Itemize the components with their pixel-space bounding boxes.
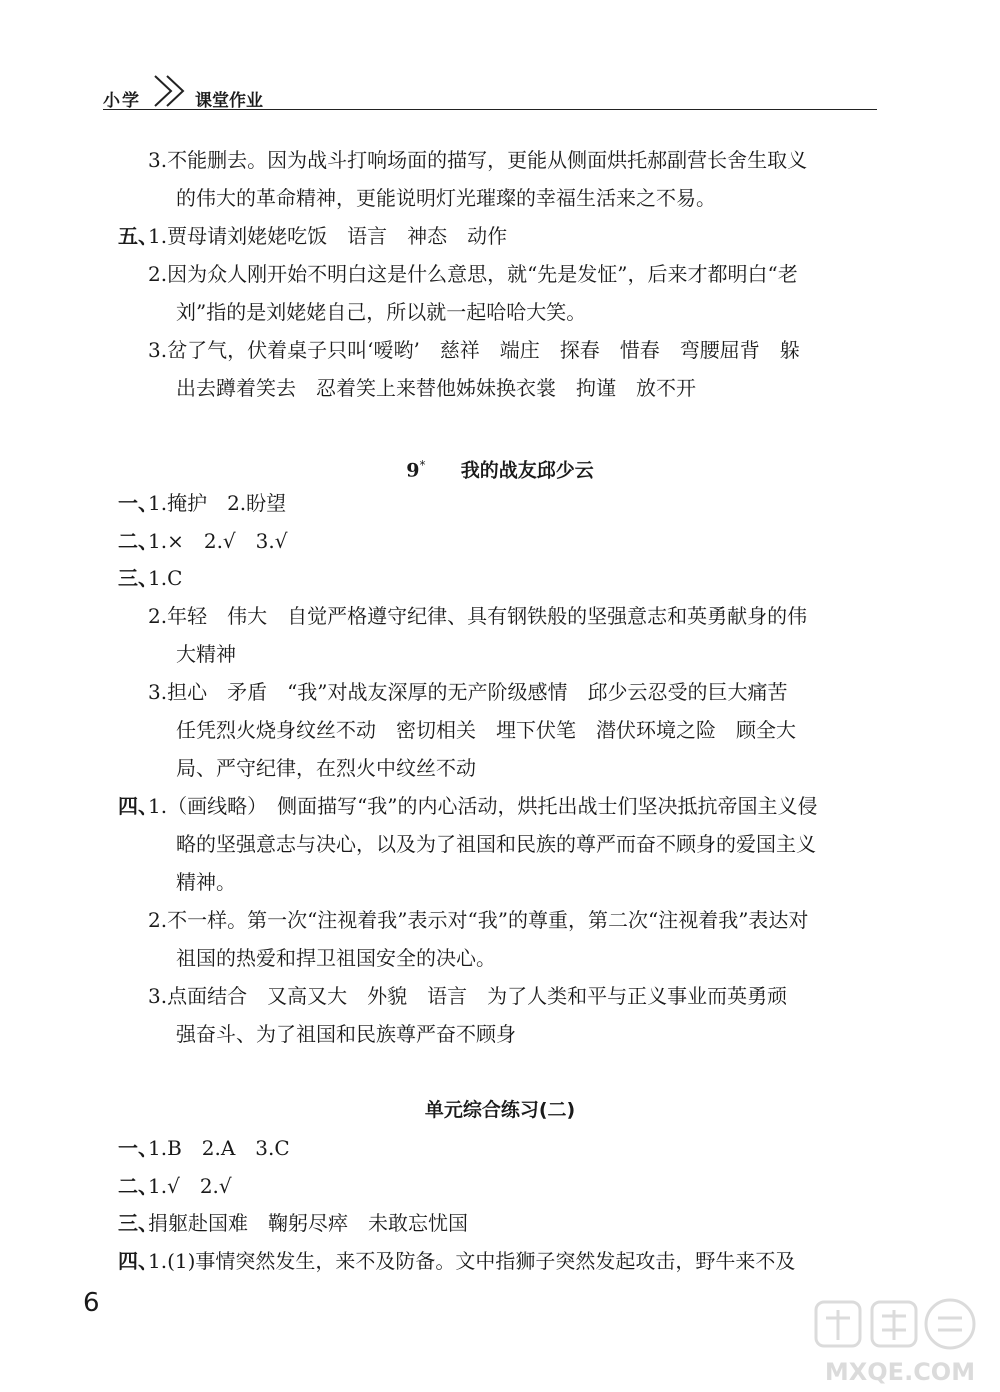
- lesson-number: 9: [406, 459, 420, 482]
- answer-line: 强奋斗、为了祖国和民族尊严奋不顾身: [176, 1022, 516, 1046]
- answer-line: 1.× 2.√ 3.√: [148, 529, 288, 553]
- answer-line: 2.因为众人刚开始不明白这是什么意思，就“先是发怔”，后来才都明白“老: [148, 262, 798, 286]
- answer-line: 1.（画线略） 侧面描写“我”的内心活动，烘托出战士们坚决抵抗帝国主义侵: [148, 794, 818, 818]
- answer-line: 捐躯赴国难 鞠躬尽瘁 未敢忘忧国: [148, 1211, 468, 1235]
- answer-line: 3.担心 矛盾 “我”对战友深厚的无产阶级感情 邱少云忍受的巨大痛苦: [148, 680, 788, 704]
- watermark-logo: [810, 1296, 990, 1388]
- answer-line: 1.√ 2.√: [148, 1174, 232, 1198]
- optional-star: *: [419, 458, 426, 472]
- section-marker: 四、: [118, 794, 158, 818]
- answer-line: 3.岔了气，伏着桌子只叫‘嗳哟’ 慈祥 端庄 探春 惜春 弯腰屈背 躲: [148, 338, 800, 362]
- section-marker: 二、: [118, 529, 158, 553]
- answer-line: 2.年轻 伟大 自觉严格遵守纪律、具有钢铁般的坚强意志和英勇献身的伟: [148, 604, 808, 628]
- answer-line: 3.点面结合 又高又大 外貌 语言 为了人类和平与正义事业而英勇顽: [148, 984, 788, 1008]
- section-marker: 四、: [118, 1249, 158, 1273]
- watermark-url: MXQE.COM: [824, 1358, 976, 1386]
- answer-line: 刘”指的是刘姥姥自己，所以就一起哈哈大笑。: [176, 300, 587, 324]
- answer-line: 局、严守纪律，在烈火中纹丝不动: [176, 756, 476, 780]
- answer-line: 出去蹲着笑去 忍着笑上来替他姊妹换衣裳 拘谨 放不开: [176, 376, 696, 400]
- header-level: 小学: [103, 91, 141, 111]
- answer-line: 1.C: [148, 566, 183, 590]
- unit-title: 单元综合练习(二): [424, 1099, 576, 1121]
- lesson-name: 我的战友邱少云: [460, 459, 594, 482]
- section-marker: 二、: [118, 1174, 158, 1198]
- answer-line: 祖国的热爱和捍卫祖国安全的决心。: [176, 946, 496, 970]
- section-marker: 一、: [118, 491, 158, 515]
- page-header: [103, 72, 877, 112]
- header-title: 课堂作业: [195, 91, 263, 111]
- section-marker: 一、: [118, 1136, 158, 1160]
- double-chevron-icon: [151, 74, 191, 108]
- lesson-title: [0, 450, 1000, 485]
- answer-line: 大精神: [176, 642, 236, 666]
- section-marker: 三、: [118, 566, 158, 590]
- answer-line: 1.B 2.A 3.C: [148, 1136, 290, 1160]
- answer-line: 的伟大的革命精神，更能说明灯光璀璨的幸福生活来之不易。: [176, 186, 716, 210]
- answer-line: 任凭烈火烧身纹丝不动 密切相关 埋下伏笔 潜伏环境之险 顾全大: [176, 718, 796, 742]
- answer-line: 精神。: [176, 870, 236, 894]
- page-number: 6: [83, 1288, 100, 1318]
- answer-line: 略的坚强意志与决心，以及为了祖国和民族的尊严而奋不顾身的爱国主义: [176, 832, 816, 856]
- section-marker: 五、: [118, 224, 158, 248]
- header-rule: [103, 109, 877, 110]
- answer-line: 2.不一样。第一次“注视着我”表示对“我”的尊重，第二次“注视着我”表达对: [148, 908, 809, 932]
- section-marker: 三、: [118, 1211, 158, 1235]
- answer-line: 1.贾母请刘姥姥吃饭 语言 神态 动作: [148, 224, 508, 248]
- answer-line: 1.(1)事情突然发生，来不及防备。文中指狮子突然发起攻击，野牛来不及: [148, 1249, 796, 1273]
- answer-line: 1.掩护 2.盼望: [148, 491, 287, 515]
- answer-line: 3.不能删去。因为战斗打响场面的描写，更能从侧面烘托郝副营长舍生取义: [148, 148, 808, 172]
